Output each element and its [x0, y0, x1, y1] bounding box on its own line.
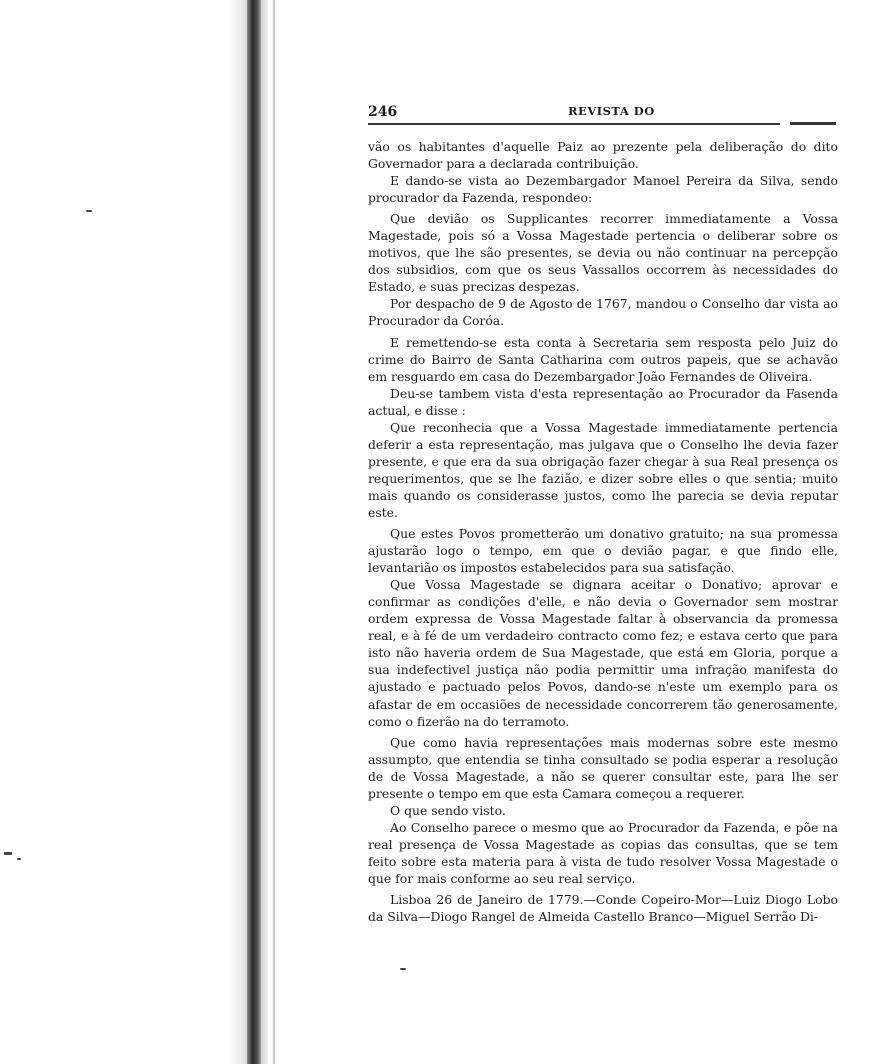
paragraph: Que como havia representações mais modernas sobre este mesmo assumpto, que entendia se tinha consultado se podia esperar a resolução de de Vossa Magestade, a não se querer consultar este, para lhe ser presente o tempo em que esta Camara começou a requerer.: [368, 734, 838, 801]
paragraph: Que Vossa Magestade se dignara aceitar o Donativo; aprovar e confirmar as condições d'elle, e não devia o Governador sem mostrar ordem expressa de Vossa Magestade faltar à observancia da promessa real, e à fé de um verdadeiro contracto como fez; e estava certo que para isto não haveria ordem de Sua Magestade, que está em Gloria, porque a sua indefectivel justiça não podia permittir uma infração manifesta do ajustado e pactuado pelos Povos, dando-se n'este um exemplo para os afastar de em occasiões de necessidade concorrerem tão generosamente, como o fizerão na do terramoto.: [368, 577, 838, 729]
page-body: [368, 138, 838, 925]
paragraph: Que reconhecia que a Vossa Magestade immediatamente pertencia deferir a esta representação, mas julgava que o Conselho lhe devia fazer presente, e que era da sua obrigação fazer chegar à sua Real presença os requerimentos, que se lhe fazião, e dizer sobre elles o que sentia; muito mais quando os considerasse justos, como lhe parecia se devia reputar este.: [368, 419, 838, 520]
header-rule: [368, 123, 780, 125]
paragraph: O que sendo visto.: [390, 802, 506, 818]
paragraph: Ao Conselho parece o mesmo que ao Procurador da Fazenda, e põe na real presença de Vossa Magestade as copias das consultas, que se tem feito sobre esta materia para à vista de tudo resolver Vossa Magestade o que for mais conforme ao seu real serviço.: [368, 819, 838, 886]
paragraph: E remettendo-se esta conta à Secretaria sem resposta pelo Juiz do crime do Bairro de Santa Catharina com outros papeis, que se achavão em resguardo em casa do Dezembargador João Fernandes de Oliveira.: [368, 334, 838, 384]
paragraph: Por despacho de 9 de Agosto de 1767, mandou o Conselho dar vista ao Procurador da Coróa.: [368, 296, 838, 329]
paragraph: Lisboa 26 de Janeiro de 1779.—Conde Copeiro-Mor—Luiz Diogo Lobo da Silva—Diogo Rangel de Almeida Castello Branco—Miguel Serrão Di-: [368, 892, 838, 925]
page-number: 246: [368, 104, 398, 120]
paragraph: vão os habitantes d'aquelle Paiz ao prezente pela deliberação do dito Governador para a declarada contribuição.: [368, 139, 838, 172]
book-page: [368, 96, 838, 925]
paragraph: Deu-se tambem vista d'esta representação ao Procurador da Fasenda actual, e disse :: [368, 385, 838, 418]
header-rule-end: [790, 122, 836, 125]
scan-speck: [17, 858, 21, 860]
page-header: [368, 96, 838, 124]
scan-speck: [4, 852, 12, 855]
page-edge-line: [273, 0, 275, 1064]
scan-speck: [400, 968, 406, 970]
book-binding: [247, 0, 261, 1064]
paragraph: Que estes Povos prometterão um donativo gratuito; na sua promessa ajustarão logo o tempo, em que o devião pagar, e que findo elle, levantarião os impostos estabelecidos para sua satisfação.: [368, 526, 838, 576]
paragraph: Que devião os Supplicantes recorrer immediatamente a Vossa Magestade, pois só a Vossa Magestade pertencia o deliberar sobre os motivos, que lhe são presentes, se devia ou não continuar na percepção dos subsidios, com que os seus Vassallos occorrem às necessidades do Estado, e suas precizas despezas.: [368, 211, 838, 295]
paragraph: E dando-se vista ao Dezembargador Manoel Pereira da Silva, sendo procurador da Fazenda, respondeo:: [368, 173, 838, 206]
scan-speck: [86, 210, 92, 212]
running-head: REVISTA DO: [568, 104, 655, 118]
